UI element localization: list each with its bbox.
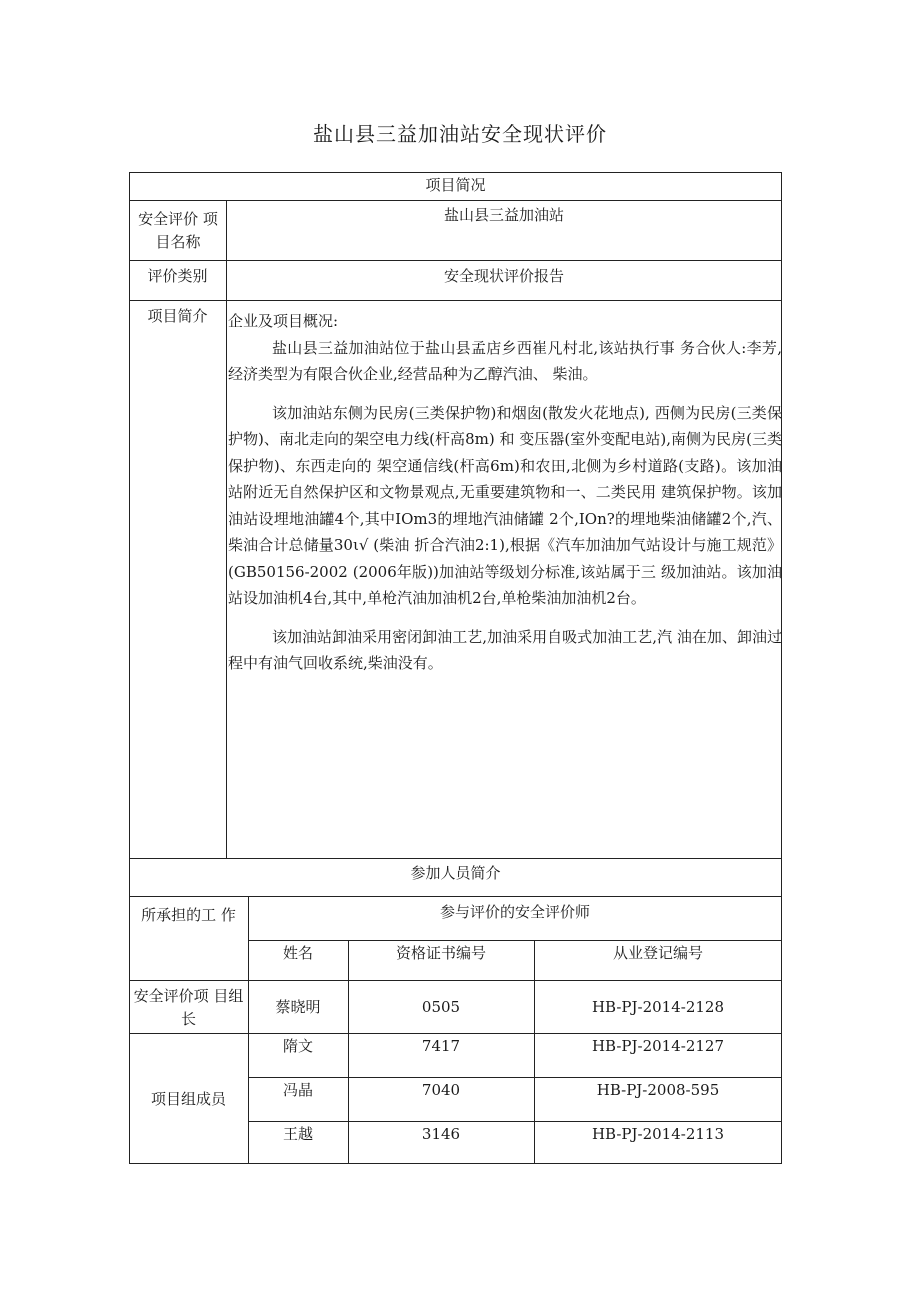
table-rule xyxy=(226,200,227,858)
person-name: 王越 xyxy=(282,1125,313,1143)
intro-heading: 企业及项目概况: xyxy=(228,312,339,330)
table-rule xyxy=(129,896,782,897)
person-name: 隋文 xyxy=(282,1037,313,1055)
table-rule xyxy=(248,1121,782,1122)
column-header-name: 姓名 xyxy=(282,944,313,962)
project-name-label: 安全评价 项 目名称 xyxy=(138,210,218,251)
members-label: 项目组成员 xyxy=(150,1090,226,1108)
document-title: 盐山县三益加油站安全现状评价 xyxy=(313,122,607,146)
table-rule xyxy=(248,940,782,941)
person-cert: 7040 xyxy=(421,1081,461,1099)
person-name: 冯晶 xyxy=(282,1081,313,1099)
table-rule xyxy=(129,980,782,981)
assessors-header: 参与评价的安全评价师 xyxy=(439,903,590,921)
eval-type-label: 评价类别 xyxy=(147,267,208,285)
person-reg: HB-PJ-2014-2113 xyxy=(591,1125,725,1143)
section-header-personnel: 参加人员简介 xyxy=(410,864,501,882)
person-cert: 0505 xyxy=(421,998,461,1016)
section-header-overview: 项目简况 xyxy=(425,176,486,194)
intro-paragraph-3: 该加油站卸油采用密闭卸油工艺,加油采用自吸式加油工艺,汽 油在加、卸油过程中有油气回收系统,柴油没有。 xyxy=(228,627,782,672)
table-rule xyxy=(248,1077,782,1078)
leader-label: 安全评价项 目组长 xyxy=(133,987,244,1028)
person-reg: HB-PJ-2014-2127 xyxy=(591,1037,725,1055)
column-header-cert: 资格证书编号 xyxy=(395,944,486,962)
eval-type-value: 安全现状评价报告 xyxy=(443,267,564,285)
table-rule xyxy=(129,858,782,859)
person-cert: 7417 xyxy=(421,1037,461,1055)
intro-paragraph-1: 盐山县三益加油站位于盐山县孟店乡西崔凡村北,该站执行事 务合伙人:李芳,经济类型为有限合伙企业,经营品种为乙醇汽油、 柴油。 xyxy=(228,338,782,383)
table-rule xyxy=(129,1033,782,1034)
intro-label: 项目简介 xyxy=(147,307,208,325)
column-header-reg: 从业登记编号 xyxy=(612,944,703,962)
project-name-value: 盐山县三益加油站 xyxy=(443,206,564,224)
intro-paragraph-2: 该加油站东侧为民房(三类保护物)和烟囱(散发火花地点), 西侧为民房(三类保护物)、南北走向的架空电力线(杆高8m) 和 变压器(室外变配电站),南侧为民房(三类保护物)、东西走向的 架空通信线(杆高6m)和农田,北侧为乡村道路(支路)。该加油 站附近无自然保护区和文物景观点,无重要建筑物和一、二类民用 建筑保护物。该加油站设埋地油罐4个,其中IOm3的埋地汽油储罐 2个,IOn?的埋地柴油储罐2个,汽、柴油合计总储量30ι√ (柴油 折合汽油2:1),根据《汽车加油加气站设计与施工规范》 (GB50156-2002 (2006年版))加油站等级划分标准,该站属于三 级加油站。该加油站设加油机4台,其中,单枪汽油加油机2台,单枪柴油加油机2台。 xyxy=(228,403,782,607)
duty-label: 所承担的工 作 xyxy=(141,906,236,924)
person-cert: 3146 xyxy=(421,1125,461,1143)
person-reg: HB-PJ-2008-595 xyxy=(596,1081,720,1099)
person-name: 蔡晓明 xyxy=(275,998,321,1016)
person-reg: HB-PJ-2014-2128 xyxy=(591,998,725,1016)
intro-text xyxy=(228,308,782,677)
